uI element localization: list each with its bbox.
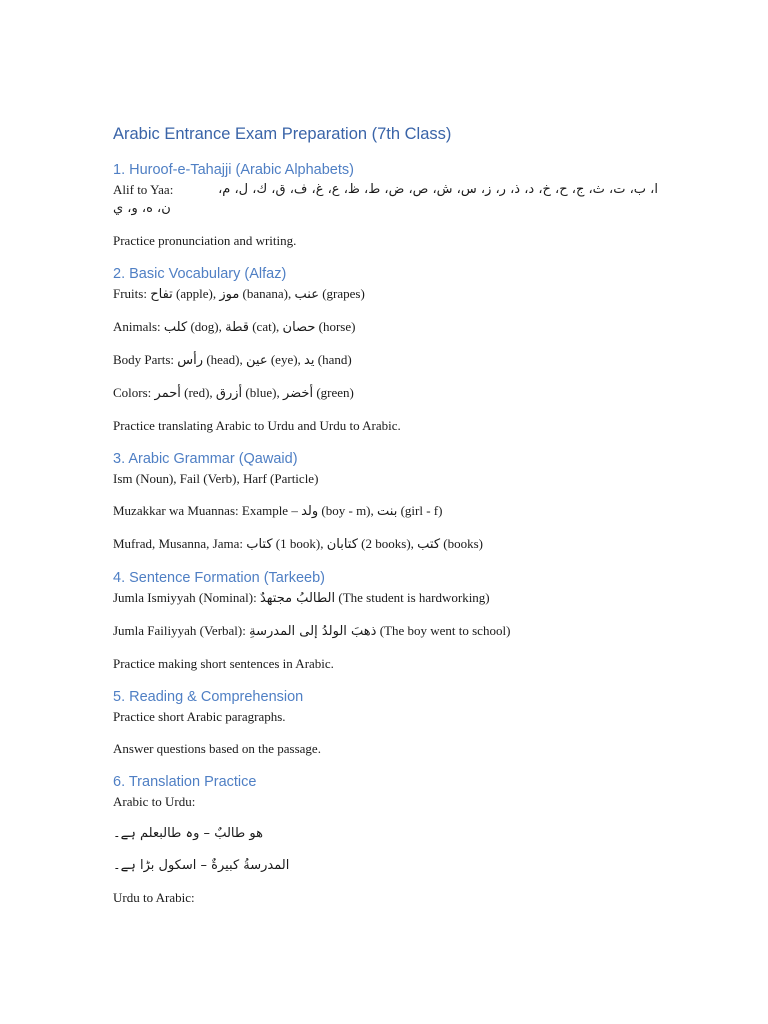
- english-gloss: (cat),: [252, 319, 280, 334]
- grammar-number: [113, 534, 658, 554]
- vocab-label: Fruits:: [113, 286, 147, 301]
- section-sentence-formation: [113, 568, 658, 673]
- nominal-sentence-example: [113, 588, 658, 608]
- translation-label: Arabic to Urdu:: [113, 794, 196, 809]
- arabic-word: موز: [219, 287, 240, 302]
- alphabet-label: Alif to Yaa:: [113, 182, 174, 197]
- vocab-label: Colors:: [113, 385, 152, 400]
- sentence-label: Jumla Failiyyah (Verbal):: [113, 623, 246, 638]
- section-vocabulary: [113, 264, 658, 435]
- grammar-label: Mufrad, Musanna, Jama:: [113, 536, 243, 551]
- english-gloss: (The boy went to school): [379, 623, 511, 638]
- section-heading: 4. Sentence Formation (Tarkeeb): [113, 570, 325, 586]
- english-gloss: (boy - m),: [321, 503, 374, 518]
- translation-label: Urdu to Arabic:: [113, 890, 195, 905]
- arabic-word: يد: [304, 353, 315, 368]
- vocab-fruits: [113, 284, 658, 304]
- english-gloss: (dog),: [190, 319, 222, 334]
- alphabet-letters: ا، ب، ت، ث، ج، ح، خ، د، ذ، ر، ز، س، ش، ص، ض، ط، ظ، ع، غ، ف، ق، ك، ل، م،: [218, 182, 658, 197]
- english-gloss: (1 book),: [275, 536, 324, 551]
- english-gloss: (apple),: [176, 286, 217, 301]
- arabic-word: أحمر: [154, 386, 181, 401]
- translation-example: المدرسةُ كبيرةٌ – اسکول بڑا ہے۔: [113, 858, 290, 873]
- arabic-word: أخضر: [282, 386, 314, 401]
- arabic-word: قطة: [225, 320, 249, 335]
- alphabet-letters-continued: ن، ه، و، ي: [113, 201, 171, 216]
- vocab-body-parts: [113, 350, 658, 370]
- english-gloss: (horse): [318, 319, 356, 334]
- arabic-word: كتب: [417, 537, 441, 552]
- practice-note: Practice translating Arabic to Urdu and Urdu to Arabic.: [113, 418, 401, 433]
- english-gloss: (2 books),: [361, 536, 414, 551]
- section-heading: 2. Basic Vocabulary (Alfaz): [113, 266, 287, 282]
- english-gloss: (red),: [184, 385, 213, 400]
- section-alphabets: [113, 160, 658, 250]
- vocab-label: Body Parts:: [113, 352, 175, 367]
- arabic-sentence: ذهبَ الولدُ إلى المدرسةِ: [249, 624, 377, 639]
- section-grammar: [113, 449, 658, 554]
- reading-note: Practice short Arabic paragraphs.: [113, 709, 286, 724]
- arabic-word: أزرق: [215, 386, 243, 401]
- arabic-sentence: الطالبُ مجتهدٌ: [259, 591, 336, 606]
- section-heading: 1. Huroof-e-Tahajji (Arabic Alphabets): [113, 162, 354, 178]
- arabic-word: بنت: [377, 504, 398, 519]
- english-gloss: (banana),: [242, 286, 292, 301]
- grammar-label: Muzakkar wa Muannas: Example –: [113, 503, 298, 518]
- alphabet-line: [113, 180, 658, 199]
- vocab-colors: [113, 383, 658, 403]
- practice-note: Practice pronunciation and writing.: [113, 233, 297, 248]
- section-reading: [113, 687, 658, 758]
- english-gloss: (green): [316, 385, 354, 400]
- vocab-label: Animals:: [113, 319, 161, 334]
- arabic-word: كتاب: [246, 537, 273, 552]
- arabic-word: تفاح: [150, 287, 173, 302]
- english-gloss: (The student is hardworking): [338, 590, 490, 605]
- english-gloss: (grapes): [322, 286, 365, 301]
- vocab-animals: [113, 317, 658, 337]
- grammar-parts-of-speech: Ism (Noun), Fail (Verb), Harf (Particle): [113, 471, 319, 486]
- section-translation: [113, 772, 658, 907]
- english-gloss: (books): [443, 536, 484, 551]
- english-gloss: (eye),: [270, 352, 301, 367]
- arabic-word: عنب: [294, 287, 319, 302]
- english-gloss: (hand): [317, 352, 352, 367]
- english-gloss: (girl - f): [400, 503, 443, 518]
- document-title: Arabic Entrance Exam Preparation (7th Class): [113, 125, 452, 143]
- arabic-word: عين: [246, 353, 268, 368]
- document-page: [113, 122, 658, 920]
- arabic-word: كتابان: [326, 537, 358, 552]
- section-heading: 6. Translation Practice: [113, 774, 257, 790]
- arabic-word: حصان: [282, 320, 316, 335]
- translation-example: هو طالبٌ – وہ طالبعلم ہے۔: [113, 826, 263, 841]
- english-gloss: (blue),: [245, 385, 280, 400]
- section-heading: 5. Reading & Comprehension: [113, 689, 304, 705]
- english-gloss: (head),: [206, 352, 243, 367]
- reading-note: Answer questions based on the passage.: [113, 741, 321, 756]
- grammar-gender: [113, 501, 658, 521]
- section-heading: 3. Arabic Grammar (Qawaid): [113, 451, 298, 467]
- arabic-word: كلب: [163, 320, 188, 335]
- verbal-sentence-example: [113, 621, 658, 641]
- sentence-label: Jumla Ismiyyah (Nominal):: [113, 590, 257, 605]
- arabic-word: ولد: [301, 504, 319, 519]
- practice-note: Practice making short sentences in Arabic.: [113, 656, 334, 671]
- arabic-word: رأس: [177, 353, 204, 368]
